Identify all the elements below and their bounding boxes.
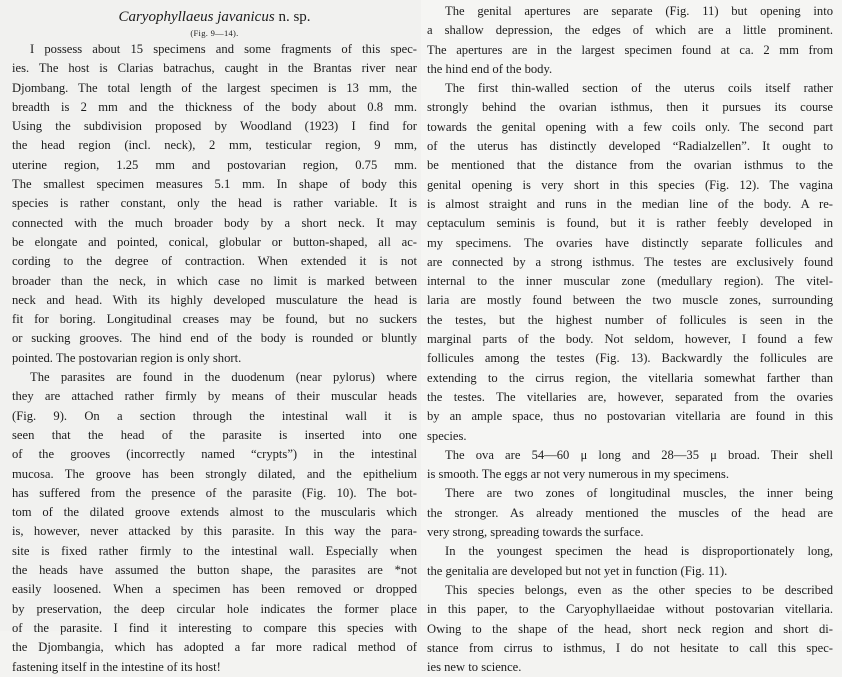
text-line: Djombang. The total length of the largest specimen is 13 mm, the: [12, 80, 417, 95]
text-line: species is rather constant, only the head is rather variable. It is: [12, 196, 417, 211]
text-line: uterine region, 1.25 mm and postovarian region, 0.75 mm.: [12, 157, 417, 172]
text-line: The first thin-walled section of the uterus coils itself rather: [445, 81, 833, 96]
text-line: of the parasite. I find it interesting to compare this species with: [12, 620, 417, 635]
text-line: In the youngest specimen the head is disproportionately long,: [445, 544, 833, 559]
text-line: The parasites are found in the duodenum (near pylorus) where: [30, 370, 417, 385]
text-line: very strong, spreading towards the surface.: [427, 525, 644, 540]
text-line: fit for boring. Longitudinal creases may be found, but no suckers: [12, 312, 417, 327]
text-line: (Fig. 9). On a section through the intestinal wall it is: [12, 408, 417, 423]
text-line: is, however, never attacked by this parasite. In this way the para-: [12, 524, 417, 539]
text-line: strongly behind the ovarian isthmus, then it pursues its course: [427, 100, 833, 115]
text-line: towards the genital opening with a few coils only. The second part: [427, 119, 833, 134]
text-line: ies new to science.: [427, 660, 522, 675]
text-line: the testes. The vitellaries are, however, separated from the ovaries: [427, 389, 833, 404]
text-line: the hind end of the body.: [427, 61, 553, 76]
text-line: broader than the neck, in which case no limit is marked between: [12, 273, 417, 288]
species-suffix: n. sp.: [278, 9, 311, 25]
text-line: the Djombangia, which has adopted a far more radical method of: [12, 640, 417, 655]
text-line: are connected by a strong isthmus. The testes are exclusively found: [427, 254, 833, 269]
text-line: the stronger. As already mentioned the muscles of the head are: [427, 505, 833, 520]
text-line: ies. The host is Clarias batrachus, caught in the Brantas river near: [12, 61, 417, 76]
right-column-text: [427, 2, 833, 677]
text-line: There are two zones of longitudinal muscles, the inner being: [445, 486, 833, 501]
text-line: pointed. The postovarian region is only short.: [12, 350, 242, 365]
text-line: cording to the degree of contraction. When extended it is not: [12, 254, 417, 269]
text-line: connected with the much broader body by a short neck. It may: [12, 215, 417, 230]
text-line: genital opening is very short in this species (Fig. 12). The vagina: [427, 177, 833, 192]
text-line: be mentioned that the distance from the ovarian isthmus to the: [427, 158, 833, 173]
right-column: [427, 2, 833, 677]
text-line: extending to the cirrus region, the vitellaria somewhat farther than: [427, 370, 833, 385]
text-line: my specimens. The ovaries have distinctly separate follicules and: [427, 235, 833, 250]
species-name: Caryophyllaeus javanicus: [118, 9, 275, 25]
text-line: tom of the dilated groove extends almost to the muscularis which: [12, 505, 417, 520]
text-line: is almost straight and runs in the median line of the body. A re-: [427, 196, 833, 211]
text-line: internal to the inner muscular zone (medullary region). The vitel-: [427, 274, 833, 289]
text-line: laria are mostly found between the two muscle zones, surrounding: [427, 293, 833, 308]
text-line: stance from cirrus to isthmus, I do not hesitate to call this spec-: [427, 640, 833, 655]
text-line: is smooth. The eggs ar not very numerous in my specimens.: [427, 467, 729, 482]
text-line: in this paper, to the Caryophyllaeidae without postovarian vitellaria.: [427, 602, 833, 617]
text-line: be elongate and pointed, conical, globular or button-shaped, all ac-: [12, 234, 417, 249]
species-heading: [12, 8, 417, 27]
text-line: The genital apertures are separate (Fig. 11) but opening into: [445, 4, 833, 18]
left-column-text: [12, 40, 417, 677]
text-line: the testes, but the highest number of follicules is seen in the: [427, 312, 833, 327]
text-line: fastening itself in the intestine of its host!: [12, 659, 221, 674]
text-line: of the grooves (incorrectly named “crypts”) in the intestinal: [12, 447, 417, 462]
text-line: follicules among the testes (Fig. 13). Backwardly the follicules are: [427, 351, 833, 366]
text-line: seen that the head of the parasite is inserted into one: [12, 427, 417, 442]
text-line: of the uterus has distinctly developed “Radialzellen”. It ought to: [427, 139, 833, 154]
text-line: neck and head. With its highly developed musculature the head is: [12, 292, 417, 307]
text-line: the genitalia are developed but not yet in function (Fig. 11).: [427, 563, 728, 578]
text-line: has suffered from the presence of the parasite (Fig. 10). The bot-: [12, 485, 417, 500]
text-line: by preservation, the deep circular hole indicates the former place: [12, 601, 417, 616]
text-line: Owing to the shape of the head, short neck region and short di-: [427, 621, 833, 636]
text-line: they are attached rather firmly by means of their muscular heads: [12, 389, 417, 404]
text-line: The apertures are in the largest specimen found at ca. 2 mm from: [427, 42, 833, 57]
text-line: Using the subdivision proposed by Woodland (1923) I find for: [12, 119, 417, 134]
text-line: the head region (incl. neck), 2 mm, testicular region, 9 mm,: [12, 138, 417, 153]
text-line: ceptaculum seminis is found, but it is rather feebly developed in: [427, 216, 833, 231]
text-line: This species belongs, even as the other species to be described: [445, 582, 833, 597]
text-line: mucosa. The groove has been strongly dilated, and the epithelium: [12, 466, 417, 481]
text-line: species.: [427, 428, 467, 443]
text-line: the heads have assumed the button shape, the parasites are *not: [12, 563, 417, 578]
text-line: or sucking grooves. The hind end of the body is rounded or bluntly: [12, 331, 417, 346]
figure-reference: (Fig. 9—14).: [190, 28, 239, 38]
text-line: site is fixed rather firmly to the intestinal wall. Especially when: [12, 543, 417, 558]
text-line: a shallow depression, the edges of which are a little prominent.: [427, 23, 833, 38]
text-line: by an ample space, thus no postovarian vitellaria are found in this: [427, 409, 833, 424]
text-line: I possess about 15 specimens and some fragments of this spec-: [30, 42, 417, 56]
text-line: easily loosened. When a specimen has been removed or dropped: [12, 582, 417, 597]
text-line: marginal parts of the body. Not seldom, however, I found a few: [427, 332, 833, 347]
text-line: The ova are 54—60 μ long and 28—35 μ broad. Their shell: [445, 447, 833, 462]
left-column: [8, 6, 417, 677]
text-line: The smallest specimen measures 5.1 mm. In shape of body this: [12, 177, 417, 192]
text-line: breadth is 2 mm and the thickness of the body about 0.8 mm.: [12, 99, 417, 114]
